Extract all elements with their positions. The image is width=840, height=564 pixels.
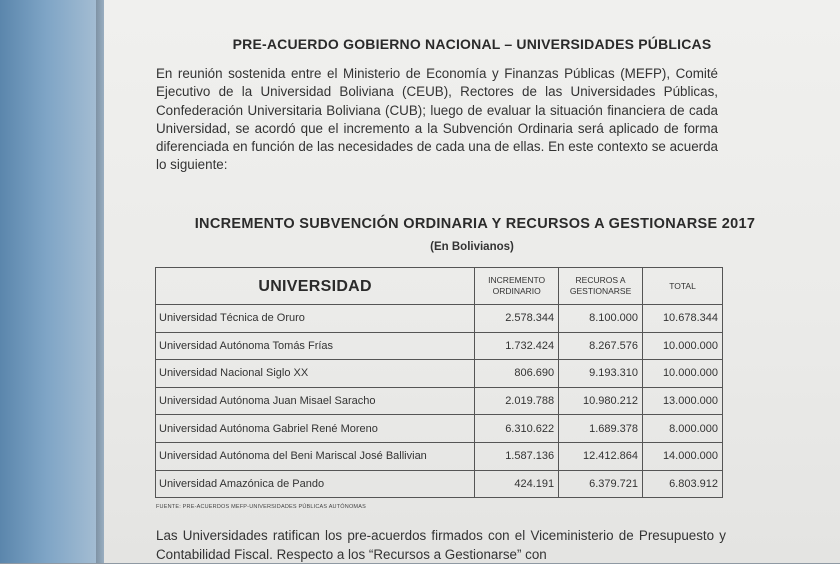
- table-title: INCREMENTO SUBVENCIÓN ORDINARIA Y RECURSOS A GESTIONARSE 2017: [194, 216, 756, 232]
- blue-folder-strip: [0, 0, 104, 563]
- resources-value: 9.193.310: [559, 360, 643, 388]
- header-increment-line2: ORDINARIO: [492, 286, 541, 296]
- header-increment: [475, 268, 559, 305]
- increment-value: 806.690: [475, 360, 559, 388]
- resources-value: 10.980.212: [559, 387, 643, 415]
- university-name: Universidad Autónoma Tomás Frías: [156, 332, 475, 360]
- total-value: 8.000.000: [643, 415, 723, 443]
- resources-value: 12.412.864: [559, 442, 643, 470]
- table-row: [156, 387, 723, 415]
- table-subtitle: (En Bolivianos): [430, 241, 514, 253]
- table-row: [156, 360, 723, 388]
- total-value: 10.000.000: [643, 332, 723, 360]
- subsidy-table: [155, 267, 723, 498]
- document-title: PRE-ACUERDO GOBIERNO NACIONAL – UNIVERSIDADES PÚBLICAS: [232, 36, 712, 52]
- table-header-row: [156, 268, 723, 305]
- table-row: [156, 305, 723, 333]
- increment-value: 1.587.136: [475, 442, 559, 470]
- resources-value: 8.100.000: [559, 305, 643, 333]
- resources-value: 8.267.576: [559, 332, 643, 360]
- closing-paragraph: Las Universidades ratifican los pre-acuerdos firmados con el Viceministerio de Presupuesto y Contabilidad Fiscal. Respecto a los “Recursos a Gestionarse” con: [156, 528, 726, 562]
- increment-value: 424.191: [475, 470, 559, 498]
- header-resources-line1: RECUROS A: [575, 275, 626, 285]
- university-name: Universidad Amazónica de Pando: [156, 470, 475, 498]
- increment-value: 2.019.788: [475, 387, 559, 415]
- table-row: [156, 442, 723, 470]
- resources-value: 1.689.378: [559, 415, 643, 443]
- total-value: 10.000.000: [643, 360, 723, 388]
- document-page: [104, 0, 840, 563]
- university-name: Universidad Autónoma Gabriel René Moreno: [156, 415, 475, 443]
- header-total: TOTAL: [643, 268, 723, 305]
- university-name: Universidad Nacional Siglo XX: [156, 360, 475, 388]
- increment-value: 6.310.622: [475, 415, 559, 443]
- source-note: FUENTE: PRE-ACUERDOS MEFP-UNIVERSIDADES PÚBLICAS AUTÓNOMAS: [156, 504, 366, 510]
- increment-value: 2.578.344: [475, 305, 559, 333]
- table-row: [156, 415, 723, 443]
- intro-paragraph: En reunión sostenida entre el Ministerio de Economía y Finanzas Públicas (MEFP), Comité Ejecutivo de la Universidad Boliviana (CEUB), Rectores de las Universidades Públicas, Confederación Universitaria Boliviana (CUB); luego de evaluar la situación financiera de cada Universidad, se acordó que el incremento a la Subvención Ordinaria será aplicado de forma diferenciada en función de las necesidades de cada una de ellas. En este contexto se acuerda lo siguiente:: [156, 66, 718, 173]
- resources-value: 6.379.721: [559, 470, 643, 498]
- header-resources-line2: GESTIONARSE: [569, 286, 632, 296]
- header-resources: [559, 268, 643, 305]
- increment-value: 1.732.424: [475, 332, 559, 360]
- total-value: 10.678.344: [643, 305, 723, 333]
- header-university: UNIVERSIDAD: [156, 268, 475, 305]
- table-row: [156, 470, 723, 498]
- university-name: Universidad Autónoma del Beni Mariscal José Ballivian: [156, 442, 475, 470]
- header-increment-line1: INCREMENTO: [488, 275, 546, 285]
- total-value: 13.000.000: [643, 387, 723, 415]
- table-row: [156, 332, 723, 360]
- university-name: Universidad Autónoma Juan Misael Saracho: [156, 387, 475, 415]
- total-value: 6.803.912: [643, 470, 723, 498]
- university-name: Universidad Técnica de Oruro: [156, 305, 475, 333]
- total-value: 14.000.000: [643, 442, 723, 470]
